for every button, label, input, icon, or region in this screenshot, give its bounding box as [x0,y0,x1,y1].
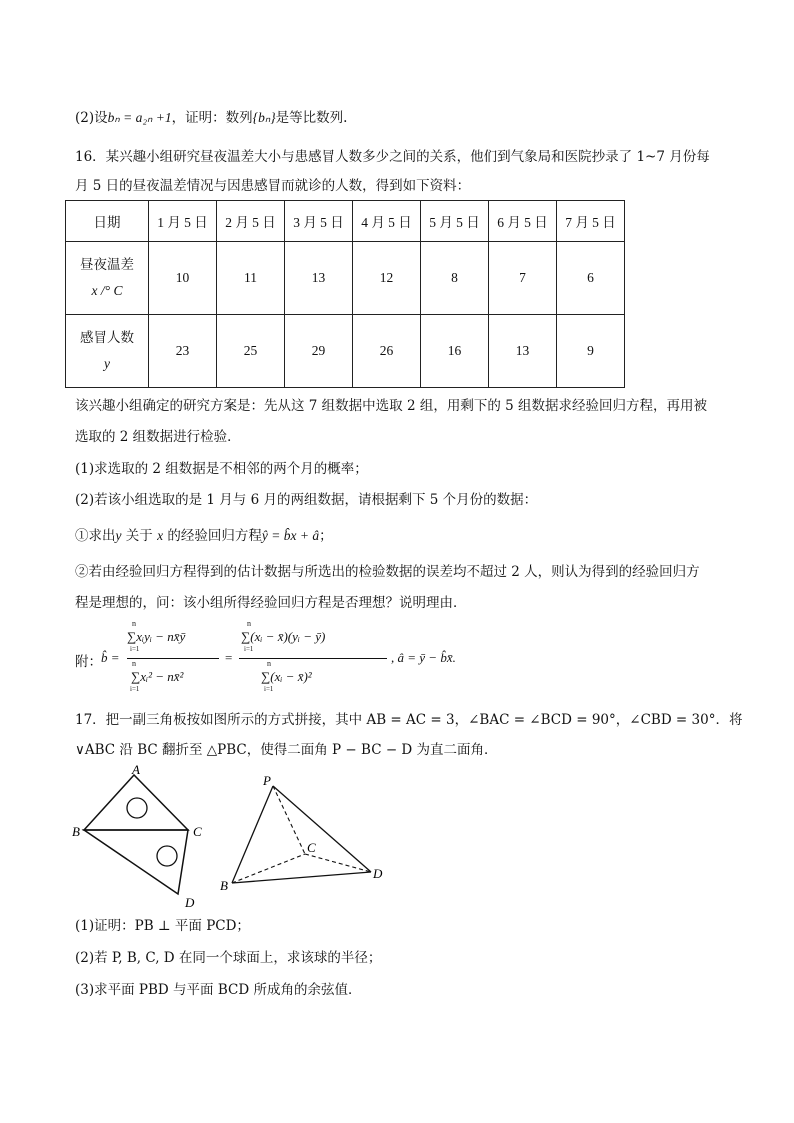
numerator-1: ∑xᵢyᵢ − nx̄ȳ [127,629,186,644]
figure-triangle-boards [70,762,210,912]
fraction-1 [127,619,219,695]
fraction-bar [127,658,219,659]
table-cell: 16 [421,315,489,388]
row-label-line: 昼夜温差 [80,257,134,272]
label-c: C [307,840,316,855]
label-d: D [185,895,195,910]
hole-circle-top [127,798,147,818]
sum-upper: n [247,619,251,628]
q15-part2-middle: ，证明：数列 [171,110,253,126]
q16-plan-line2: 选取的 2 组数据进行检验． [75,429,241,445]
label-a: A [132,762,140,777]
q16-part1: (1)求选取的 2 组数据是不相邻的两个月的概率； [75,461,368,477]
var-y: y [115,528,122,543]
edge-pc-hidden [273,786,305,854]
table-date-cell: 3 月 5 日 [285,201,353,242]
table-cell: 23 [149,315,217,388]
appendix-label: 附： [75,654,102,670]
q17-part1: (1)证明：PB ⊥ 平面 PCD； [75,918,250,934]
q15-part2-prefix: (2)设 [75,110,108,126]
figure-tetrahedron [215,770,395,895]
hole-circle-bottom [157,846,177,866]
table-header-label: 日期 [66,201,149,242]
table-cell: 12 [353,242,421,315]
sub1-text: ①求出 [75,528,116,544]
sub1-text: 的经验回归方程 [163,528,262,544]
table-cell: 29 [285,315,353,388]
table-cell: 25 [217,315,285,388]
sum-lower: i=1 [264,685,274,693]
q17-line2: ∨ABC 沿 BC 翻折至 △PBC，使得二面角 P − BC − D 为直二面角． [75,742,498,758]
table-cell: 7 [489,242,557,315]
sum-lower: i=1 [130,645,140,653]
label-b: B [72,824,80,839]
q16-data-table [65,200,625,388]
q16-sub2-line1: ②若由经验回归方程得到的估计数据与所选出的检验数据的误差均不超过 2 人，则认为得到的经验回归方 [75,564,700,580]
table-row-temperature [66,242,625,315]
a-hat-formula: , â = ȳ − b̂x̄. [391,650,456,665]
table-date-cell: 4 月 5 日 [353,201,421,242]
fraction-bar [239,658,387,659]
row-label-variable: x /° C [91,283,123,298]
sum-lower: i=1 [130,685,140,693]
table-date-cell: 1 月 5 日 [149,201,217,242]
q16-plan-line1: 该兴趣小组确定的研究方案是：先从这 7 组数据中选取 2 组，用剩下的 5 组数据求经验回归方程，再用被 [75,398,708,414]
label-c: C [193,824,202,839]
table-date-cell: 7 月 5 日 [557,201,625,242]
table-cell: 10 [149,242,217,315]
denominator-1: ∑xᵢ² − nx̄² [131,669,184,684]
label-b: B [220,878,228,893]
sum-lower: i=1 [244,645,254,653]
denominator-2: ∑(xᵢ − x̄)² [261,669,312,684]
table-row-label [66,242,149,315]
q15-formula: bₙ = a₂ₙ +1 [107,110,172,125]
regression-equation: ŷ = b̂x + â [261,528,320,543]
q17-line1: 17．把一副三角板按如图所示的方式拼接，其中 AB = AC = 3，∠BAC = ∠BCD = 90°，∠CBD = 30°．将 [75,712,743,728]
edge-bd [232,872,371,883]
sub1-text: ； [319,528,333,544]
row-label-line: 感冒人数 [80,330,134,345]
table-cell: 8 [421,242,489,315]
sum-upper: n [132,659,136,668]
triangle-bcd [84,830,188,894]
q16-sub1 [75,526,333,546]
b-hat-label: b̂ = [101,650,120,665]
equals-sign: = [225,650,233,665]
table-cell: 9 [557,315,625,388]
row-label-variable: y [104,356,110,371]
sum-upper: n [132,619,136,628]
q17-part3: (3)求平面 PBD 与平面 BCD 所成角的余弦值． [75,982,362,998]
q17-part2: (2)若 P, B, C, D 在同一个球面上，求该球的半径； [75,950,382,966]
q16-sub2-line2: 程是理想的，问：该小组所得经验回归方程是否理想？说明理由． [75,595,467,611]
q16-intro-line2: 月 5 日的昼夜温差情况与因患感冒而就诊的人数，得到如下资料： [75,178,471,194]
table-cell: 11 [217,242,285,315]
table-cell: 13 [285,242,353,315]
var-x: x [157,528,164,543]
q15-sequence: {bₙ} [252,110,276,125]
table-date-cell: 6 月 5 日 [489,201,557,242]
table-date-cell: 2 月 5 日 [217,201,285,242]
table-row-cold-count [66,315,625,388]
numerator-2: ∑(xᵢ − x̄)(yᵢ − ȳ) [241,629,326,644]
label-d: D [373,866,383,881]
sub1-text: 关于 [121,528,158,544]
table-cell: 26 [353,315,421,388]
fraction-2 [239,619,387,695]
q15-part2-suffix: 是等比数列. [275,110,348,126]
q16-part2: (2)若该小组选取的是 1 月与 6 月的两组数据，请根据剩下 5 个月份的数据： [75,492,538,508]
label-p: P [263,773,271,788]
edge-pb [232,786,273,883]
table-cell: 6 [557,242,625,315]
sum-upper: n [267,659,271,668]
q16-intro-line1: 16．某兴趣小组研究昼夜温差大小与患感冒人数多少之间的关系，他们到气象局和医院抄录了 1~7 月份每 [75,149,710,165]
q15-part2 [75,108,347,128]
triangle-abc [84,775,188,830]
table-cell: 13 [489,315,557,388]
table-header-row [66,201,625,242]
table-date-cell: 5 月 5 日 [421,201,489,242]
table-row-label [66,315,149,388]
